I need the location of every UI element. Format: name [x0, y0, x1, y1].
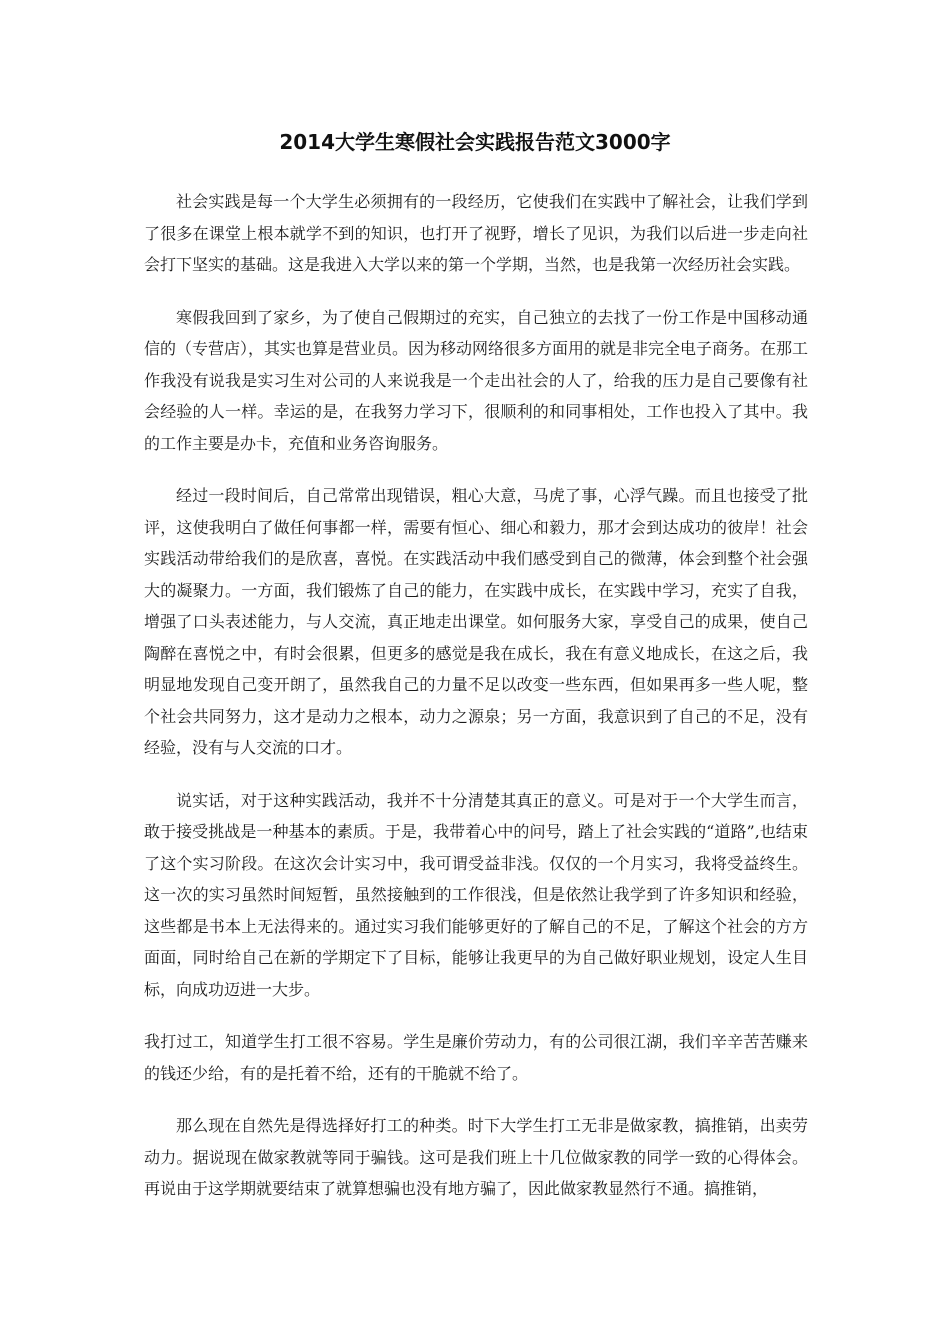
paragraph-3: 经过一段时间后，自己常常出现错误，粗心大意，马虎了事，心浮气躁。而且也接受了批评，这使我明白了做任何事都一样，需要有恒心、细心和毅力，那才会到达成功的彼岸！社会实践活动带给我们的是欣喜，喜悦。在实践活动中我们感受到自己的微薄，体会到整个社会强大的凝聚力。一方面，我们锻炼了自己的能力，在实践中成长，在实践中学习，充实了自我，增强了口头表述能力，与人交流，真正地走出课堂。如何服务大家，享受自己的成果，使自己陶醉在喜悦之中，有时会很累，但更多的感觉是我在成长，我在有意义地成长，在这之后，我明显地发现自己变开朗了，虽然我自己的力量不足以改变一些东西，但如果再多一些人呢，整个社会共同努力，这才是动力之根本，动力之源泉；另一方面，我意识到了自己的不足，没有经验，没有与人交流的口才。 — [144, 486, 808, 757]
document-title: 2014大学生寒假社会实践报告范文3000字 — [279, 130, 671, 154]
paragraph-6: 那么现在自然先是得选择好打工的种类。时下大学生打工无非是做家教，搞推销，出卖劳动力。据说现在做家教就等同于骗钱。这可是我们班上十几位做家教的同学一致的心得体会。再说由于这学期就要结束了就算想骗也没有地方骗了，因此做家教显然行不通。搞推销， — [144, 1116, 808, 1198]
paragraph-5: 我打过工，知道学生打工很不容易。学生是廉价劳动力，有的公司很江湖，我们辛辛苦苦赚来的钱还少给，有的是托着不给，还有的干脆就不给了。 — [144, 1032, 808, 1083]
paragraph-2: 寒假我回到了家乡，为了使自己假期过的充实，自己独立的去找了一份工作是中国移动通信的（专营店），其实也算是营业员。因为移动网络很多方面用的就是非完全电子商务。在那工作我没有说我是实习生对公司的人来说我是一个走出社会的人了，给我的压力是自己要像有社会经验的人一样。幸运的是，在我努力学习下，很顺利的和同事相处，工作也投入了其中。我的工作主要是办卡，充值和业务咨询服务。 — [144, 307, 809, 453]
paragraph-4: 说实话，对于这种实践活动，我并不十分清楚其真正的意义。可是对于一个大学生而言，敢于接受挑战是一种基本的素质。于是，我带着心中的问号，踏上了社会实践的“道路”,也结束了这个实习阶段。在这次会计实习中，我可谓受益非浅。仅仅的一个月实习，我将受益终生。这一次的实习虽然时间短暂，虽然接触到的工作很浅，但是依然让我学到了许多知识和经验，这些都是书本上无法得来的。通过实习我们能够更好的了解自己的不足，了解这个社会的方方面面，同时给自己在新的学期定下了目标，能够让我更早的为自己做好职业规划，设定人生目标，向成功迈进一大步。 — [144, 790, 808, 999]
paragraph-1: 社会实践是每一个大学生必须拥有的一段经历，它使我们在实践中了解社会，让我们学到了很多在课堂上根本就学不到的知识，也打开了视野，增长了见识，为我们以后进一步走向社会打下坚实的基础。这是我进入大学以来的第一个学期，当然，也是我第一次经历社会实践。 — [144, 192, 808, 274]
document-body — [144, 186, 808, 1226]
